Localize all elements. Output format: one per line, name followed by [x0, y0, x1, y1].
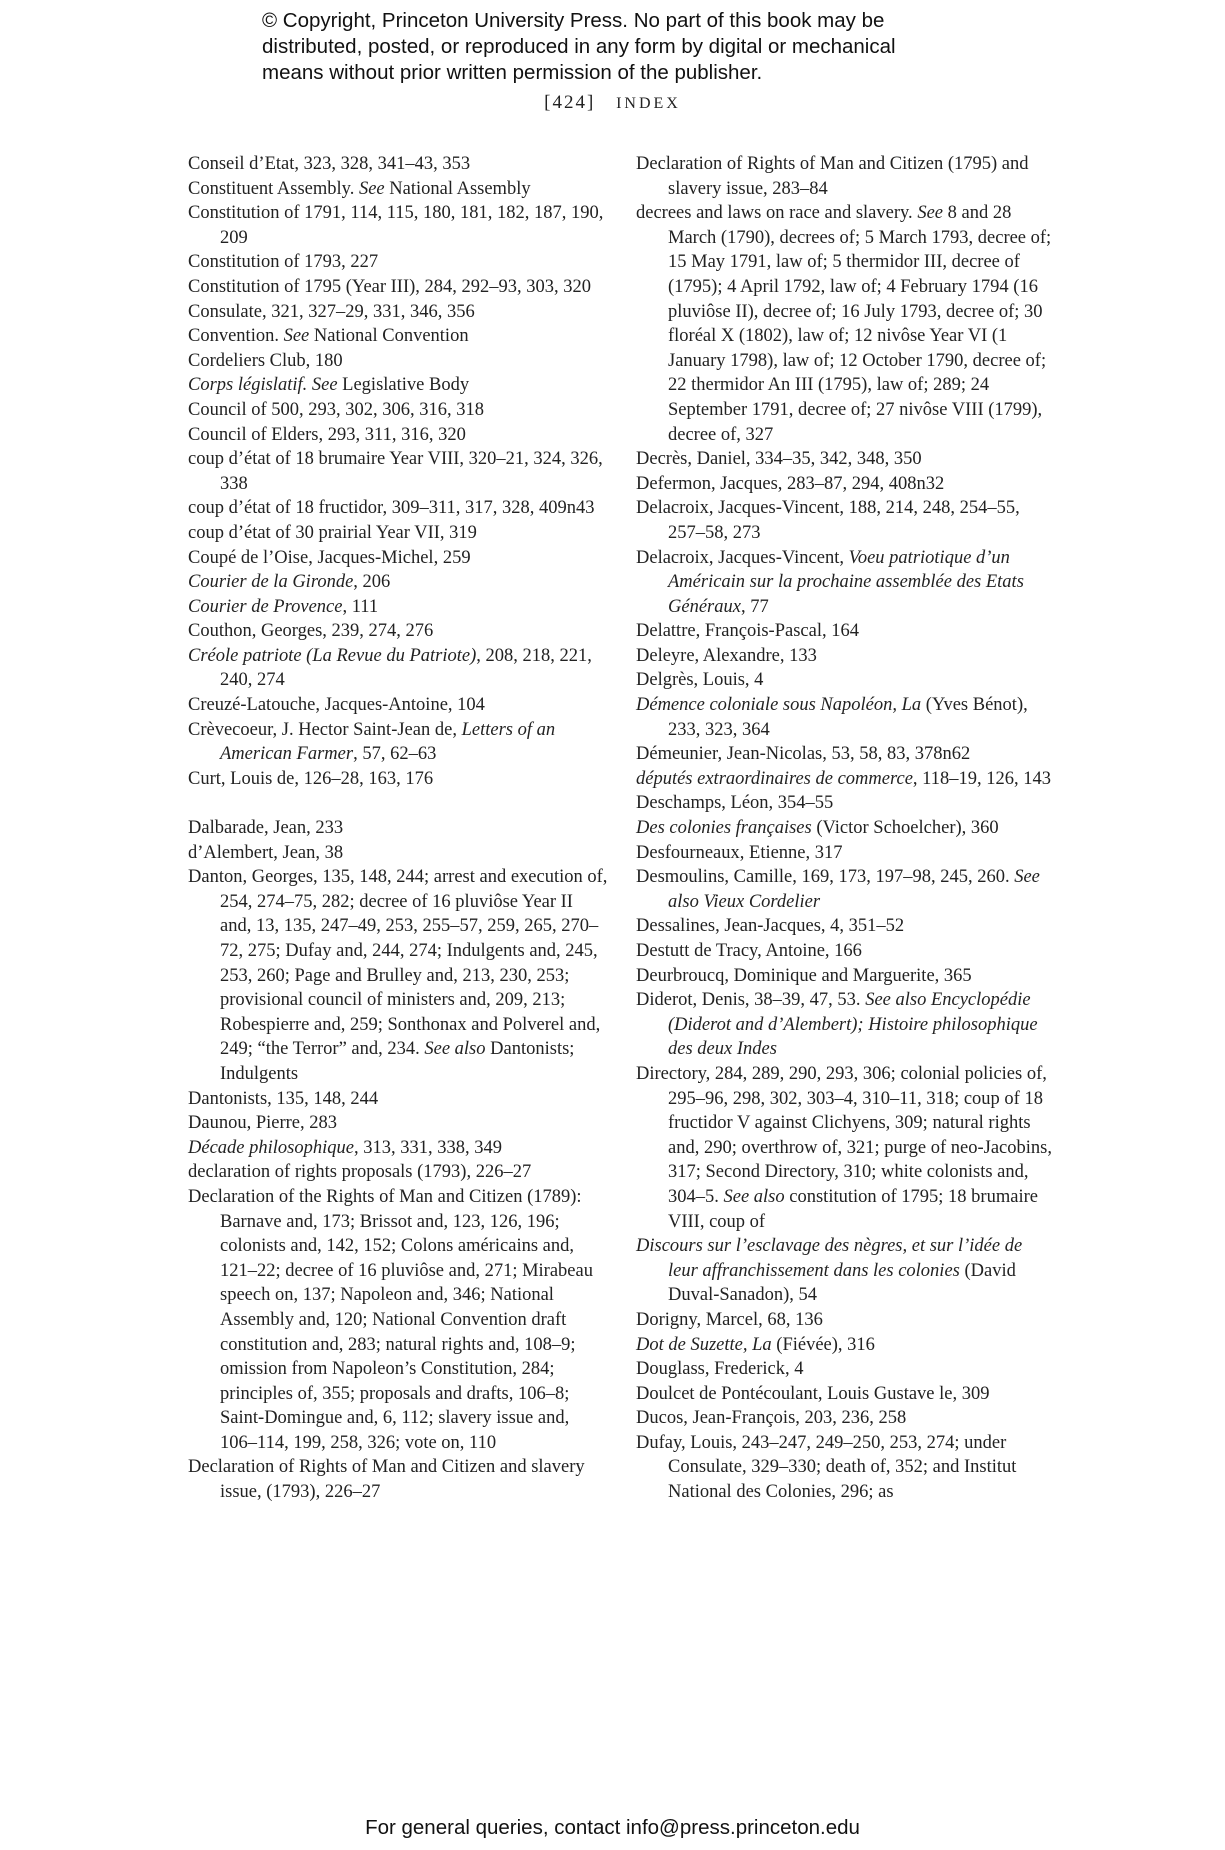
- index-entry: Dessalines, Jean-Jacques, 4, 351–52: [636, 916, 905, 937]
- index-entry: Decrès, Daniel, 334–35, 342, 348, 350: [636, 449, 922, 470]
- index-entry: Constitution of 1795 (Year III), 284, 292–93, 303, 320: [188, 276, 592, 297]
- index-entry: Curt, Louis de, 126–28, 163, 176: [188, 768, 434, 789]
- index-entry: Ducos, Jean-François, 203, 236, 258: [636, 1408, 907, 1429]
- index-entry: Danton, Georges, 135, 148, 244; arrest and execution of, 254, 274–75, 282; decree of 16 pluviôse Year II and, 13, 135, 247–49, 253, 255–57, 259, 265, 270–72, 275; Dufay and, 244, 274; Indulgents and, 245, 253, 260; Page and Brulley and, 213, 230, 253; provisional council of ministers and, 209, 213; Robespierre and, 259; Sonthonax and Polverel and, 249; “the Terror” and, 234. See also Dantonists; Indulgents: [188, 867, 608, 1084]
- index-entry: Deleyre, Alexandre, 133: [636, 645, 817, 666]
- copyright-line: distributed, posted, or reproduced in any form by digital or mechanical: [262, 35, 896, 58]
- index-entry: Convention. See National Convention: [188, 326, 469, 347]
- footer-contact: For general queries, contact info@press.princeton.edu: [365, 1816, 860, 1839]
- index-entry: coup d’état of 18 brumaire Year VIII, 320–21, 324, 326, 338: [188, 449, 603, 494]
- index-entry: Daunou, Pierre, 283: [188, 1113, 337, 1134]
- page-number: [424]: [544, 92, 596, 113]
- index-entry: Creuzé-Latouche, Jacques-Antoine, 104: [188, 695, 485, 716]
- index-entry: Destutt de Tracy, Antoine, 166: [636, 941, 862, 961]
- index-entry: Constitution of 1791, 114, 115, 180, 181, 182, 187, 190, 209: [188, 203, 604, 248]
- running-head: [0, 92, 1225, 114]
- index-entry: Constituent Assembly. See National Assembly: [188, 178, 531, 199]
- index-entry: Dot de Suzette, La (Fiévée), 316: [636, 1334, 875, 1355]
- index-entry: Dalbarade, Jean, 233: [188, 818, 344, 839]
- index-entry: Démeunier, Jean-Nicolas, 53, 58, 83, 378n62: [636, 744, 971, 765]
- index-entry: Couthon, Georges, 239, 274, 276: [188, 621, 434, 642]
- index-entry: Council of 500, 293, 302, 306, 316, 318: [188, 399, 484, 420]
- index-entry: Décade philosophique, 313, 331, 338, 349: [188, 1137, 502, 1158]
- index-entry: Discours sur l’esclavage des nègres, et sur l’idée de leur affranchissement dans les colonies (David Duval-Sanadon), 54: [636, 1236, 1023, 1306]
- index-entry: Defermon, Jacques, 283–87, 294, 408n32: [636, 473, 945, 494]
- index-entry: députés extraordinaires de commerce, 118–19, 126, 143: [636, 768, 1051, 789]
- index-entry: Dufay, Louis, 243–247, 249–250, 253, 274; under Consulate, 329–330; death of, 352; and Institut National des Colonies, 296; as: [636, 1432, 1017, 1503]
- index-column-left: [188, 152, 608, 1505]
- index-entry: Desfourneaux, Etienne, 317: [636, 842, 843, 863]
- index-entry: declaration of rights proposals (1793), 226–27: [188, 1162, 532, 1183]
- index-entry: Desmoulins, Camille, 169, 173, 197–98, 245, 260. See also Vieux Cordelier: [636, 867, 1040, 912]
- index-entry: Delgrès, Louis, 4: [636, 670, 764, 691]
- index-entry: Crèvecoeur, J. Hector Saint-Jean de, Letters of an American Farmer, 57, 62–63: [188, 719, 556, 765]
- index-column-right: [636, 152, 1052, 1505]
- index-entry: Consulate, 321, 327–29, 331, 346, 356: [188, 301, 475, 322]
- index-entry: Démence coloniale sous Napoléon, La (Yves Bénot), 233, 323, 364: [636, 695, 1028, 740]
- index-entry: Constitution of 1793, 227: [188, 252, 379, 273]
- index-entry: Deschamps, Léon, 354–55: [636, 793, 834, 814]
- index-entry: Delacroix, Jacques-Vincent, 188, 214, 248, 254–55, 257–58, 273: [636, 498, 1020, 543]
- index-entry: Declaration of the Rights of Man and Citizen (1789): Barnave and, 173; Brissot and, 123, 126, 196; colonists and, 142, 152; Colons américains and, 121–22; decree of 16 pluviôse and, 271; Mirabeau speech on, 137; Napoleon and, 346; National Assembly and, 120; National Convention draft constitution and, 283; natural rights and, 108–9; omission from Napoleon’s Constitution, 284; principles of, 355; proposals and drafts, 106–8; Saint-Domingue and, 6, 112; slavery issue and, 106–114, 199, 258, 326; vote on, 110: [188, 1186, 593, 1453]
- index-entry: Créole patriote (La Revue du Patriote), 208, 218, 221, 240, 274: [188, 645, 592, 691]
- index-entry: Conseil d’Etat, 323, 328, 341–43, 353: [188, 154, 471, 174]
- index-entry: Declaration of Rights of Man and Citizen (1795) and slavery issue, 283–84: [636, 154, 1029, 199]
- index-entry: Coupé de l’Oise, Jacques-Michel, 259: [188, 547, 471, 568]
- index-entry: Delacroix, Jacques-Vincent, Voeu patriotique d’un Américain sur la prochaine assemblée des Etats Généraux, 77: [636, 547, 1024, 617]
- index-entry: decrees and laws on race and slavery. See 8 and 28 March (1790), decrees of; 5 March 1793, decree of; 15 May 1791, law of; 5 thermidor III, decree of (1795); 4 April 1792, law of; 4 February 1794 (16 pluviôse II), decree of; 16 July 1793, decree of; 30 floréal X (1802), law of; 12 nivôse Year VI (1 January 1798), law of; 12 October 1790, decree of; 22 thermidor An III (1795), law of; 289; 24 September 1791, decree of; 27 nivôse VIII (1799), decree of, 327: [636, 203, 1052, 445]
- index-entry: Doulcet de Pontécoulant, Louis Gustave le, 309: [636, 1383, 990, 1404]
- index-entry: Declaration of Rights of Man and Citizen and slavery issue, (1793), 226–27: [188, 1457, 585, 1503]
- index-entry: Corps législatif. See Legislative Body: [188, 375, 470, 396]
- index-entry: Deurbroucq, Dominique and Marguerite, 365: [636, 965, 972, 986]
- section-title: INDEX: [616, 95, 681, 112]
- index-entry: Diderot, Denis, 38–39, 47, 53. See also Encyclopédie (Diderot and d’Alembert); Histoire philosophique des deux Indes: [636, 990, 1038, 1060]
- index-entry: Cordeliers Club, 180: [188, 350, 343, 371]
- index-entry: Des colonies françaises (Victor Schoelcher), 360: [636, 818, 999, 839]
- index-entry: coup d’état of 18 fructidor, 309–311, 317, 328, 409n43: [188, 498, 595, 519]
- index-entry: Douglass, Frederick, 4: [636, 1359, 804, 1380]
- index-entry: Courier de la Gironde, 206: [188, 572, 391, 593]
- copyright-notice: [262, 8, 1022, 86]
- index-entry: Delattre, François-Pascal, 164: [636, 621, 859, 642]
- copyright-line: © Copyright, Princeton University Press. No part of this book may be: [262, 9, 885, 32]
- index-entry: coup d’état of 30 prairial Year VII, 319: [188, 522, 477, 543]
- index-entry: Council of Elders, 293, 311, 316, 320: [188, 424, 466, 445]
- index-entry: Directory, 284, 289, 290, 293, 306; colonial policies of, 295–96, 298, 302, 303–4, 310–11, 318; coup of 18 fructidor V against Clichyens, 309; natural rights and, 290; overthrow of, 321; purge of neo-Jacobins, 317; Second Directory, 310; white colonists and, 304–5. See also constitution of 1795; 18 brumaire VIII, coup of: [636, 1063, 1052, 1232]
- index-entry: Dantonists, 135, 148, 244: [188, 1088, 379, 1109]
- copyright-line: means without prior written permission of the publisher.: [262, 61, 763, 84]
- index-entry: d’Alembert, Jean, 38: [188, 842, 344, 863]
- index-entry: Courier de Provence, 111: [188, 596, 379, 617]
- index-entry: Dorigny, Marcel, 68, 136: [636, 1309, 823, 1330]
